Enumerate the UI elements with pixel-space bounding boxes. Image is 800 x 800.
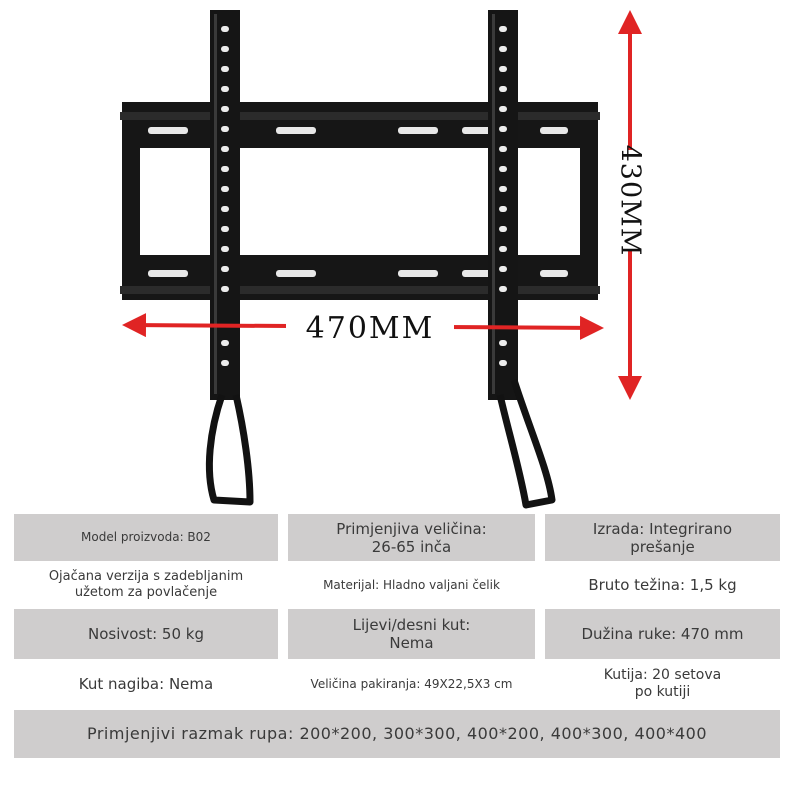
spec-applicable-size — [288, 514, 535, 561]
spec-swivel-angle-line1: Lijevi/desni kut: — [352, 616, 471, 634]
spec-package-size: Veličina pakiranja: 49X22,5X3 cm — [310, 676, 513, 691]
spec-swivel-angle-line2: Nema — [389, 634, 434, 652]
spec-material: Materijal: Hladno valjani čelik — [323, 577, 500, 592]
spec-box-quantity-line1: Kutija: 20 setova — [603, 667, 722, 684]
spec-arm-length: Dužina ruke: 470 mm — [545, 609, 780, 659]
spec-box-quantity-line2: po kutiji — [634, 684, 691, 700]
spec-applicable-size-line2: 26-65 inča — [371, 537, 452, 556]
spec-pull-rope-line2: užetom za povlačenje — [74, 585, 218, 600]
left-pull-strap — [209, 395, 250, 502]
left-mount-arm — [210, 10, 240, 400]
height-dimension-text: 430MM — [614, 144, 646, 256]
spec-tilt-angle: Kut nagiba: Nema — [78, 675, 214, 693]
right-mount-arm — [488, 10, 518, 400]
spec-pull-rope — [14, 563, 278, 607]
spec-applicable-size-line1: Primjenjiva veličina: — [336, 519, 487, 538]
spec-pull-rope-line1: Ojačana verzija s zadebljanim — [48, 569, 244, 585]
spec-load-capacity: Nosivost: 50 kg — [14, 609, 278, 659]
spec-hole-spacing: Primjenjivi razmak rupa: 200*200, 300*300, 400*200, 400*300, 400*400 — [14, 710, 780, 758]
height-dimension-label — [608, 144, 652, 256]
spec-craft — [545, 514, 780, 561]
spec-box-quantity — [545, 661, 780, 707]
spec-swivel-angle — [288, 609, 535, 659]
width-dimension-label: 470MM — [286, 306, 454, 350]
spec-craft-line1: Izrada: Integrirano — [592, 519, 733, 538]
spec-model: Model proizvoda: B02 — [14, 514, 278, 561]
spec-craft-line2: prešanje — [630, 537, 695, 556]
wall-plate — [120, 102, 600, 300]
spec-gross-weight: Bruto težina: 1,5 kg — [588, 576, 737, 594]
